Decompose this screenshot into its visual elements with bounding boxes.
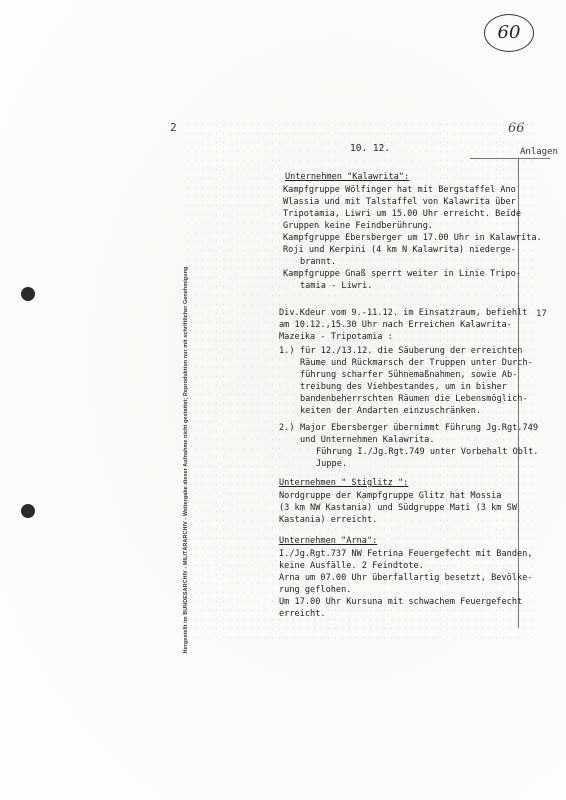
text-line: Roji und Kerpini (4 km N Kalawrita) niederge- bbox=[283, 245, 516, 255]
text-line: keiten der Andarten einzuschränken. bbox=[300, 406, 482, 416]
circled-page-number: 60 bbox=[484, 14, 534, 52]
text-line: Wlassia und mit Talstaffel von Kalawrita über bbox=[283, 197, 516, 207]
text-line: Kampfgruppe Ebersberger um 17.00 Uhr in Kalawrita. bbox=[283, 233, 542, 243]
text-line: Div.Kdeur vom 9.-11.12. im Einsatzraum, befiehlt bbox=[279, 308, 528, 318]
margin-header-anlagen: Anlagen bbox=[520, 147, 558, 157]
section-heading-kalawrita: Unternehmen "Kalawrita": bbox=[285, 172, 410, 182]
punch-hole-bottom bbox=[21, 504, 35, 518]
text-line: Kastania) erreicht. bbox=[279, 515, 378, 525]
text-line: Arna um 07.00 Uhr überfallartig besetzt, Bevölke- bbox=[279, 573, 533, 583]
text-line: erreicht. bbox=[279, 609, 326, 619]
text-line: Major Ebersberger übernimmt Führung Jg.Rgt.749 bbox=[300, 423, 538, 433]
folio-number: 66 bbox=[508, 121, 525, 136]
date-heading: 10. 12. bbox=[350, 143, 391, 154]
text-line: tamia - Liwri. bbox=[300, 281, 373, 291]
text-line: Um 17.00 Uhr Kursuna mit schwachem Feuergefecht bbox=[279, 597, 523, 607]
section-heading-arna: Unternehmen "Arna": bbox=[279, 536, 378, 546]
text-line: für 12./13.12. die Säuberung der erreichten bbox=[300, 346, 523, 356]
section-heading-stiglitz: Unternehmen " Stiglitz ": bbox=[279, 478, 409, 488]
text-line: Kampfgruppe Wölfinger hat mit Bergstaffel Ano bbox=[283, 185, 516, 195]
text-line: Führung I./Jg.Rgt.749 unter Vorbehalt Oblt. bbox=[316, 447, 539, 457]
text-line: treibung des Viehbestandes, um in bisher bbox=[300, 382, 507, 392]
text-line: führung scharfer Sühnemaßnahmen, sowie Ab- bbox=[300, 370, 518, 380]
text-line: I./Jg.Rgt.737 NW Fetrina Feuergefecht mit Banden, bbox=[279, 549, 533, 559]
text-line: Tripotamia, Liwri um 15.00 Uhr erreicht. Beide bbox=[283, 209, 521, 219]
text-line: Räume und Rückmarsch der Truppen unter Durch- bbox=[300, 358, 533, 368]
text-line: bandenbeherrschten Räumen die Lebensmöglich- bbox=[300, 394, 528, 404]
text-line: Mazeika - Tripotamia : bbox=[279, 332, 393, 342]
text-line: Nordgruppe der Kampfgruppe Glitz hat Mossia bbox=[279, 491, 502, 501]
corner-mark: 2 bbox=[170, 121, 177, 134]
text-line: Gruppen keine Feindberührung. bbox=[283, 221, 434, 231]
margin-number: 17 bbox=[536, 309, 547, 319]
text-line: (3 km NW Kastania) und Südgruppe Mati (3 km SW bbox=[279, 503, 517, 513]
text-line: Kampfgruppe Gnaß sperrt weiter in Linie Tripo- bbox=[283, 269, 521, 279]
archive-stamp: Hergestellt im BUNDESARCHIV - MILITÄRARCHIV - Weitergabe dieser Aufnahme nicht gestattet; Reproduktion nur mit schriftlicher Genehmigung bbox=[183, 266, 189, 654]
text-line: keine Ausfälle. 2 Feindtote. bbox=[279, 561, 424, 571]
text-line: rung geflohen. bbox=[279, 585, 352, 595]
list-item-number: 1.) bbox=[279, 346, 295, 356]
text-line: und Unternehmen Kalawrita. bbox=[300, 435, 435, 445]
margin-top-rule bbox=[470, 158, 550, 159]
text-line: am 10.12.,15.30 Uhr nach Erreichen Kalawrita- bbox=[279, 320, 512, 330]
list-item-number: 2.) bbox=[279, 423, 295, 433]
text-line: brannt. bbox=[300, 257, 337, 267]
punch-hole-top bbox=[21, 287, 35, 301]
text-line: Juppe. bbox=[316, 459, 348, 469]
